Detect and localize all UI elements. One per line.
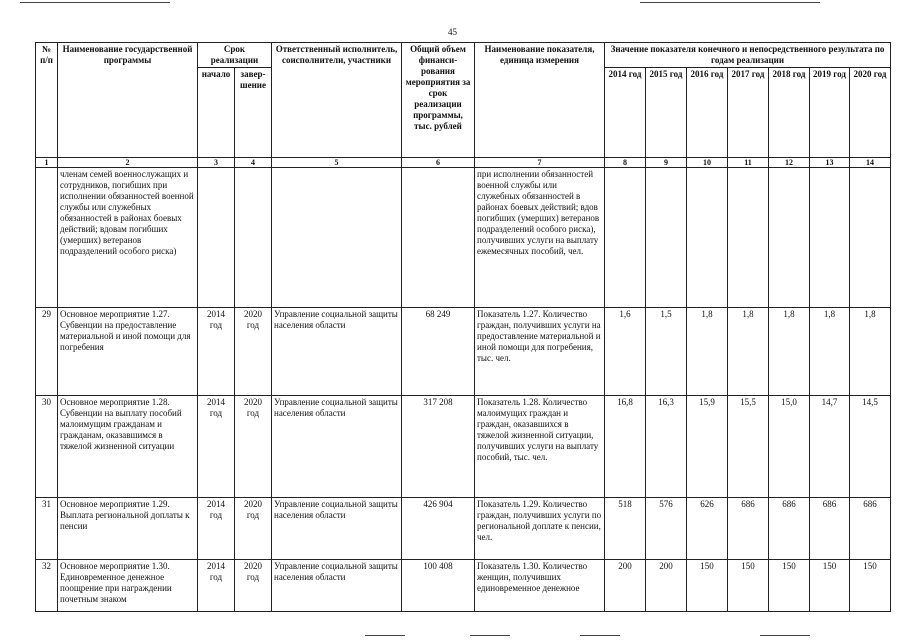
top-rule-left	[20, 2, 170, 3]
top-rule-right	[640, 2, 820, 3]
value-2015: 1,5	[646, 308, 687, 396]
row-executor: Управление социальной защиты населения области	[272, 498, 402, 560]
header-volume: Общий объем финанси-рования мероприятия за срок реализации программы, тыс. рублей	[402, 43, 475, 158]
header-year-2016: 2016 год	[687, 68, 728, 158]
value-2020: 1,8	[850, 308, 891, 396]
value-2017: 1,8	[728, 308, 769, 396]
row-end: 2020 год	[235, 308, 272, 396]
value-2014: 200	[605, 560, 646, 612]
row-end: 2020 год	[235, 560, 272, 612]
header-year-2019: 2019 год	[810, 68, 850, 158]
header-year-2014: 2014 год	[605, 68, 646, 158]
table-row	[36, 396, 891, 498]
empty-cell	[198, 168, 235, 308]
row-indicator: Показатель 1.28. Количество малоимущих граждан и граждан, оказавшихся в тяжелой жизненной ситуации, получивших услуги на выплату пособий, тыс. чел.	[475, 396, 605, 498]
row-start: 2014 год	[198, 498, 235, 560]
empty-cell	[687, 168, 728, 308]
program-table	[35, 42, 891, 612]
header-term-start: начало	[198, 68, 235, 158]
row-no: 29	[36, 308, 58, 396]
bottom-rule-1	[365, 635, 405, 636]
header-term: Срок реализации	[198, 43, 272, 68]
row-start: 2014 год	[198, 396, 235, 498]
row-volume: 426 904	[402, 498, 475, 560]
column-number: 8	[605, 158, 646, 168]
column-number-row	[36, 158, 891, 168]
value-2019: 686	[810, 498, 850, 560]
empty-cell	[850, 168, 891, 308]
column-number: 3	[198, 158, 235, 168]
header-year-2018: 2018 год	[769, 68, 810, 158]
value-2019: 150	[810, 560, 850, 612]
header-term-end: завер-шение	[235, 68, 272, 158]
value-2018: 686	[769, 498, 810, 560]
value-2019: 1,8	[810, 308, 850, 396]
header-indicator: Наименование показателя, единица измерения	[475, 43, 605, 158]
value-2014: 518	[605, 498, 646, 560]
value-2020: 14,5	[850, 396, 891, 498]
empty-cell	[646, 168, 687, 308]
row-indicator: Показатель 1.29. Количество граждан, получивших услуги по региональной доплате к пенсии, чел.	[475, 498, 605, 560]
value-2014: 16,8	[605, 396, 646, 498]
empty-cell	[810, 168, 850, 308]
table-row	[36, 560, 891, 612]
value-2015: 200	[646, 560, 687, 612]
value-2019: 14,7	[810, 396, 850, 498]
bottom-rule-2	[470, 635, 510, 636]
empty-cell	[769, 168, 810, 308]
row-name: Основное мероприятие 1.28. Субвенции на выплату пособий малоимущим гражданам и гражданам, оказавшимся в тяжелой жизненной ситуации	[58, 396, 198, 498]
header-year-2020: 2020 год	[850, 68, 891, 158]
value-2016: 626	[687, 498, 728, 560]
empty-cell	[235, 168, 272, 308]
value-2015: 16,3	[646, 396, 687, 498]
row-name: Основное мероприятие 1.27. Субвенции на предоставление материальной и иной помощи для погребения	[58, 308, 198, 396]
column-number: 11	[728, 158, 769, 168]
value-2018: 1,8	[769, 308, 810, 396]
row-no: 31	[36, 498, 58, 560]
table-row	[36, 308, 891, 396]
row-start: 2014 год	[198, 560, 235, 612]
value-2020: 150	[850, 560, 891, 612]
empty-cell	[605, 168, 646, 308]
page-number: 45	[448, 27, 457, 37]
row-start: 2014 год	[198, 308, 235, 396]
value-2017: 150	[728, 560, 769, 612]
header-no: № п/п	[36, 43, 58, 158]
row-executor: Управление социальной защиты населения области	[272, 308, 402, 396]
header-year-2015: 2015 год	[646, 68, 687, 158]
column-number: 6	[402, 158, 475, 168]
column-number: 9	[646, 158, 687, 168]
value-2017: 15,5	[728, 396, 769, 498]
column-number: 1	[36, 158, 58, 168]
column-number: 13	[810, 158, 850, 168]
row-volume: 100 408	[402, 560, 475, 612]
value-2016: 15,9	[687, 396, 728, 498]
value-2014: 1,6	[605, 308, 646, 396]
value-2018: 15,0	[769, 396, 810, 498]
header-year-2017: 2017 год	[728, 68, 769, 158]
table-row	[36, 498, 891, 560]
continuation-row	[36, 168, 891, 308]
value-2018: 150	[769, 560, 810, 612]
header-executor: Ответственный исполнитель, соисполнители, участники	[272, 43, 402, 158]
value-2016: 150	[687, 560, 728, 612]
row-indicator: Показатель 1.30. Количество женщин, получивших единовременное денежное	[475, 560, 605, 612]
empty-cell	[402, 168, 475, 308]
value-2016: 1,8	[687, 308, 728, 396]
value-2020: 686	[850, 498, 891, 560]
bottom-rule-4	[760, 635, 810, 636]
continuation-indicator: при исполнении обязанностей военной службы или служебных обязанностей в районах боевых действий; вдов погибших (умерших) ветеранов подразделений особого риска), получивших услуги на выплату ежемесячных пособий, чел.	[475, 168, 605, 308]
empty-cell	[728, 168, 769, 308]
bottom-rule-3	[580, 635, 620, 636]
value-2017: 686	[728, 498, 769, 560]
column-number: 7	[475, 158, 605, 168]
empty-cell	[272, 168, 402, 308]
row-name: Основное мероприятие 1.30. Единовременное денежное поощрение при награждении почетным знаком	[58, 560, 198, 612]
column-number: 12	[769, 158, 810, 168]
row-volume: 317 208	[402, 396, 475, 498]
column-number: 14	[850, 158, 891, 168]
row-end: 2020 год	[235, 396, 272, 498]
row-indicator: Показатель 1.27. Количество граждан, получивших услуги на предоставление материальной и иной помощи для погребения, тыс. чел.	[475, 308, 605, 396]
header-program-name: Наименование государственной программы	[58, 43, 198, 158]
column-number: 10	[687, 158, 728, 168]
row-no: 30	[36, 396, 58, 498]
row-executor: Управление социальной защиты населения области	[272, 396, 402, 498]
row-end: 2020 год	[235, 498, 272, 560]
column-number: 4	[235, 158, 272, 168]
column-number: 5	[272, 158, 402, 168]
row-volume: 68 249	[402, 308, 475, 396]
column-number: 2	[58, 158, 198, 168]
row-no: 32	[36, 560, 58, 612]
continuation-name: членам семей военнослужащих и сотрудников, погибших при исполнении обязанностей военной службы или служебных обязанностей в районах боевых действий; вдовам погибших (умерших) ветеранов подразделений особого риска)	[58, 168, 198, 308]
continuation-no	[36, 168, 58, 308]
value-2015: 576	[646, 498, 687, 560]
row-name: Основное мероприятие 1.29. Выплата региональной доплаты к пенсии	[58, 498, 198, 560]
row-executor: Управление социальной защиты населения области	[272, 560, 402, 612]
header-values-group: Значение показателя конечного и непосредственного результата по годам реализации	[605, 43, 891, 68]
